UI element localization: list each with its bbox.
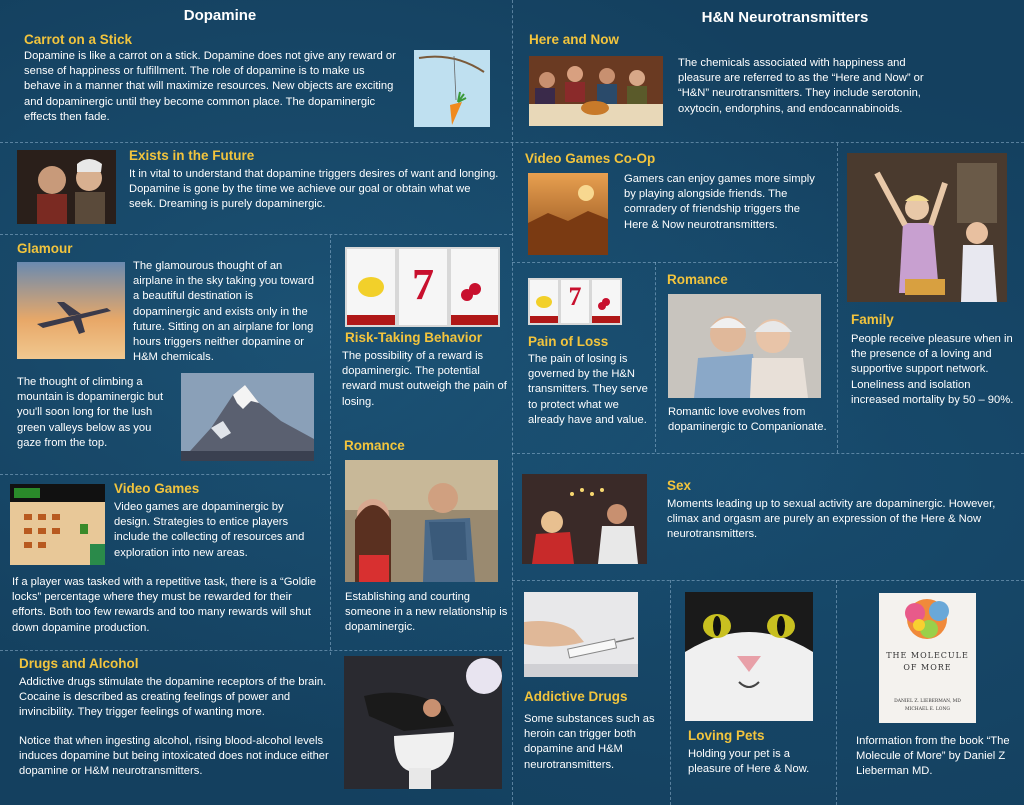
future-image [17,150,116,224]
children-image [847,153,1007,302]
loss-title: Pain of Loss [528,334,609,349]
divider-right-2 [512,262,837,263]
herenow-title: Here and Now [529,32,620,47]
drugs-text-2: Notice that when ingesting alcohol, rising blood-alcohol levels induces dopamine but being intoxicated does not induce either dopamine or H&M neurotransmitters. [19,735,329,778]
center-divider [512,143,513,805]
book-text: Information from the book “The Molecule of More” by Daniel Z Lieberman MD. [856,735,1010,778]
distracted-couple-image [345,460,498,582]
glamour-text-2: The thought of climbing a mountain is dopaminergic but you'll soon long for the lush green valleys below as you gaze from the top. [17,376,164,449]
pets-text: Holding your pet is a pleasure of Here & Now. [688,748,810,776]
center-divider-top [512,0,513,140]
videogames-title: Video Games [114,481,200,496]
future-title: Exists in the Future [129,148,255,163]
airplane-image [17,262,125,359]
addictive-text: Some substances such as heroin can trigger both dopamine and H&M neurotransmitters. [524,713,655,771]
carrot-image [414,50,490,127]
sex-text: Moments leading up to sexual activity are dopaminergic. However, climax and orgasm are purely an expression of the Here & Now neurotransmitters. [667,498,996,541]
book-cover-title-2: OF MORE [903,663,952,672]
addictive-title: Addictive Drugs [524,689,628,704]
loss-text: The pain of losing is governed by the H&N transmitters. They serve to protect what we already have and value. [528,353,648,426]
future-text: It in vital to understand that dopamine triggers desires of want and longing. Dopamine is gone by the time we achieve our goal or obtain what we seek. Dreaming is purely dopaminergic. [129,168,499,211]
coop-title: Video Games Co-Op [525,151,656,166]
divider-left-3 [0,474,330,475]
glamour-text: The glamourous thought of an airplane in the sky taking you toward a beautiful destination is dopaminergic and exists only in the future. Sitting on an airplane for long hours triggers neither dopamine or H&M chemicals. [133,260,314,364]
family-title: Family [851,312,894,327]
carrot-text: Dopamine is like a carrot on a stick. Dopamine does not give any reward or sense of happiness or fulfillment. The role of dopamine is to make us behave in a manner that will maximize resources. New objects are exciting and dopaminergic until they become common place. The dopaminergic effects then fade. [24,50,396,123]
romance-right-text: Romantic love evolves from dopaminergic to Companionate. [668,406,827,434]
desert-game-image [528,173,608,255]
small-slot-image [528,278,622,325]
retro-game-image [10,484,105,565]
divider-left-2 [0,234,512,235]
elderly-couple-image [668,294,821,398]
divider-right-col-2 [837,143,838,453]
family-text: People receive pleasure when in the presence of a loving and supportive support network. Loneliness and isolation increased mortality by 50 – 90%. [851,333,1014,406]
carrot-title: Carrot on a Stick [24,32,133,47]
drugs-title: Drugs and Alcohol [19,656,139,671]
romance-left-text: Establishing and courting someone in a new relationship is dopaminergic. [345,591,508,634]
slot-machine-image [345,247,500,327]
toilet-image [344,656,502,789]
slot-seven: 7 [412,260,434,309]
risk-title: Risk-Taking Behavior [345,330,483,345]
divider-right-col-4 [836,580,837,805]
videogames-text-2: If a player was tasked with a repetitive task, there is a “Goldie locks” percentage where they must be rewarded for their efforts. Both too few rewards and too many rewards will shut down dopamine production. [12,576,317,634]
coop-text: Gamers can enjoy games more simply by playing alongside friends. The comradery of friendship triggers the Here & Now neurotransmitters. [624,173,815,231]
romantic-dinner-image [522,474,647,564]
cat-image [685,592,813,721]
pets-title: Loving Pets [688,728,765,743]
divider-left-4 [0,650,512,651]
divider-right-col-3 [670,580,671,805]
book-cover-title-1: THE MOLECULE [886,651,969,660]
dopamine-header: Dopamine [183,7,257,24]
book-cover-author-2: MICHAEL E. LONG [904,707,951,712]
videogames-text: Video games are dopaminergic by design. Strategies to entice players include the collecting of resources and exploration into new areas. [114,501,305,559]
romance-right-title: Romance [667,272,728,287]
book-cover-author-1: DANIEL Z. LIEBERMAN, MD [894,699,961,704]
family-dinner-image [529,56,663,126]
sex-title: Sex [667,478,692,493]
risk-text: The possibility of a reward is dopaminergic. The potential reward must outweigh the pain of losing. [342,350,507,408]
book-cover-image [879,593,976,723]
divider-right-3 [512,453,1024,454]
divider-right-col-1 [655,262,656,452]
drugs-text: Addictive drugs stimulate the dopamine receptors of the brain. Cocaine is described as creating feelings of power and invincibility. They trigger feelings of wanting more. [19,676,327,719]
mountain-image [181,373,314,461]
hn-header: H&N Neurotransmitters [701,9,869,26]
small-slot-seven: 7 [568,282,582,311]
glamour-title: Glamour [17,241,73,256]
divider-right-4 [512,580,1024,581]
romance-left-title: Romance [344,438,405,453]
syringe-image [524,592,638,677]
herenow-text: The chemicals associated with happiness and pleasure are referred to as the “Here and Now” or “H&N” neurotransmitters. They include serotonin, oxytocin, endorphins, and endocannabinoids. [678,57,924,115]
divider-left-col [330,235,331,655]
